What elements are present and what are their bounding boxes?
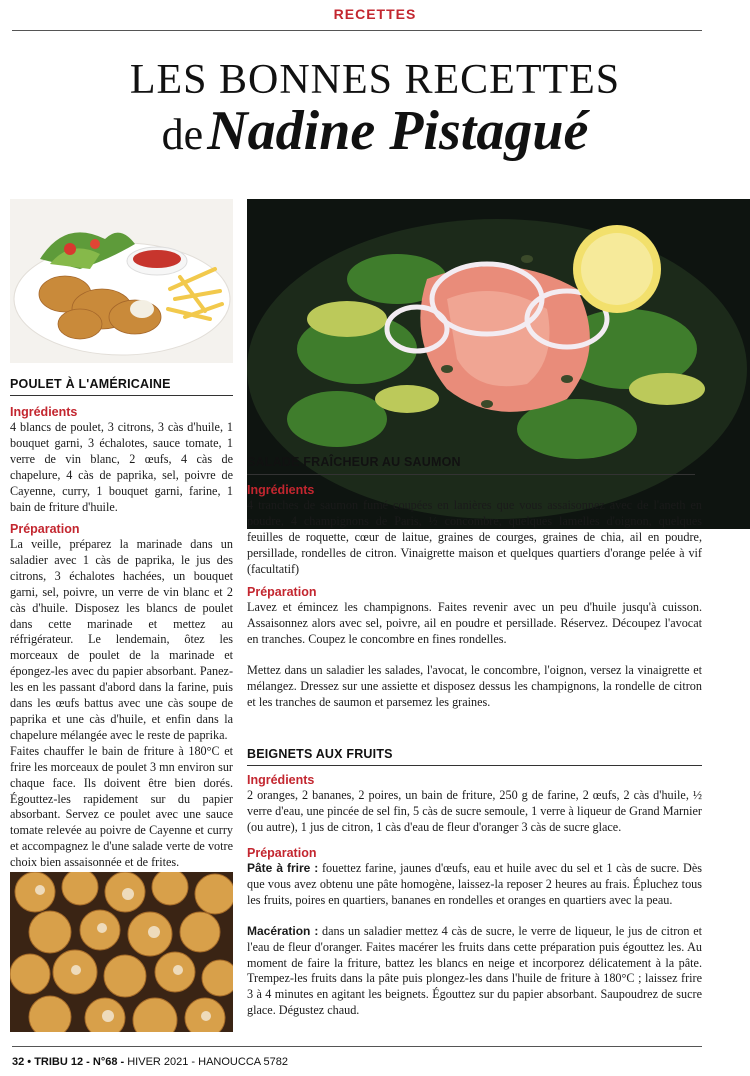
page-title-de: de <box>161 110 204 159</box>
recipe2-preparation <box>247 600 702 710</box>
recipe2-ingredients-label: Ingrédients <box>247 483 315 497</box>
page-footer <box>12 1056 288 1068</box>
recipe2-divider <box>247 474 695 475</box>
recipe3-ingredients: 2 oranges, 2 bananes, 2 poires, un bain de friture, 250 g de farine, 2 œufs, 2 càs d'huile, ½ verre d'eau, une pincée de sel fin, 5 càs de sucre semoule, 1 verre à liqueur de Grand Marnier (ou autre), 1 jus de citron, 1 càs d'eau de fleur d'oranger 3 càs de sucre glace. <box>247 788 702 834</box>
recipe3-maceration-text: dans un saladier mettez 4 càs de sucre, le verre de liqueur, le jus de citron et l'eau de fleur d'oranger. Faites macérer les fruits dans cette préparation puis égouttez les. Au moment de faire la friture, battez les blancs en neige et incorporez délicatement à la pâte. Trempez-les fruits dans la pâte puis plongez-les dans l'huile de friture à 180°C ; laissez frire 3 à 4 minutes en agitant les beignets. Égouttez sur du papier absorbant. Saupoudrez de sucre glace. Dégustez chaud. <box>247 923 702 1018</box>
recipe2-preparation-p1: Lavez et émincez les champignons. Faites revenir avec un peu d'huile jusqu'à cuisson. Assaisonnez alors avec sel, poivre, ail en poudre et persillade. Réservez. Découpez l'avocat en tranches. Coupez le concombre en fines rondelles. <box>247 600 702 646</box>
recipe3-divider <box>247 765 702 766</box>
chicken-photo <box>10 199 233 363</box>
recipe1-title: POULET À L'AMÉRICAINE <box>10 377 171 391</box>
recipe1-preparation-p1: La veille, préparez la marinade dans un saladier avec 1 càs de paprika, le jus des citrons, 3 échalotes hachées, un bouquet garni, sel, poivre, un verre de vin blanc et 2 càs d'huile. Disposez les blancs de poulet dans cette marinade et mettez au réfrigérateur. Le lendemain, ôtez les morceaux de poulet de la marinade et épongez-les avec du papier absorbant. Panez-les en les passant d'abord dans la farine, puis dans les œufs battus avec une càs soupe de paprika et une càs d'huile, et enfin dans la chapelure mélangée avec le reste de paprika. <box>10 537 233 742</box>
bottom-divider <box>12 1046 702 1047</box>
page-title-author: Nadine Pistagué <box>207 100 589 162</box>
recipe3-ingredients-label: Ingrédients <box>247 773 315 787</box>
footer-page-info: 32 • TRIBU 12 - N°68 - <box>12 1056 125 1068</box>
recipe1-divider <box>10 395 233 396</box>
recipe1-ingredients-label: Ingrédients <box>10 405 78 419</box>
recipe3-maceration-paragraph <box>247 924 702 1019</box>
recipe2-preparation-label: Préparation <box>247 585 317 599</box>
recipe3-preparation <box>247 861 702 1019</box>
recipe1-ingredients: 4 blancs de poulet, 3 citrons, 3 càs d'huile, 1 bouquet garni, 3 échalotes, sauce tomate, 1 verre de vin blanc, 2 œufs, 4 càs de chapelure, 4 càs de paprika, sel, poivre de Cayenne, curry, 1 bouquet garni, farine, 1 bain de friture d'huile. <box>10 420 233 514</box>
recipe3-pate-text: fouettez farine, jaunes d'œufs, eau et huile avec du sel et 1 càs de sucre. Dès que vous avez obtenu une pâte homogène, laissez-la reposer 2 heures au frais. Épluchez tous les fruits, poires en quartiers, bananes en rondelles et oranges en quartiers avec la peau. <box>247 861 702 907</box>
footer-issue-date: HIVER 2021 - HANOUCCA 5782 <box>124 1056 289 1068</box>
recipe3-pate-label: Pâte à frire : <box>247 861 319 875</box>
page-title-line1: LES BONNES RECETTES <box>129 57 621 103</box>
recipe3-maceration-label: Macération : <box>247 923 319 938</box>
recipe3-title: BEIGNETS AUX FRUITS <box>247 747 393 761</box>
section-label: RECETTES <box>333 6 417 22</box>
beignets-photo <box>10 872 233 1032</box>
recipe1-preparation-p2: Faites chauffer le bain de friture à 180°C et frire les morceaux de poulet 3 mn environ sur chaque face. Ils doivent être bien dorés. Égouttez-les rapidement sur du papier absorbant. Servez ce poulet avec une sauce tomate relevée au poivre de Cayenne et curry et accompagnez le d'une salade verte de votre choix bien assaisonnée et de frites. <box>10 743 233 870</box>
page-title-line2 <box>0 102 750 174</box>
salmon-salad-photo <box>247 199 750 529</box>
recipe1-preparation-label: Préparation <box>10 522 80 536</box>
recipe2-preparation-p2: Mettez dans un saladier les salades, l'avocat, le concombre, l'oignon, versez la vinaigrette et mélangez. Dressez sur une assiette et disposez dessus les champignons, la rondelle de citron et les tranches de saumon et parsemez les graines. <box>247 662 702 709</box>
recipe3-preparation-label: Préparation <box>247 846 317 860</box>
recipe2-title: SALADE FRAÎCHEUR AU SAUMON <box>247 455 461 469</box>
recipe3-pate-paragraph <box>247 861 702 909</box>
top-divider <box>12 30 702 31</box>
recipe2-ingredients: 4 tranches de saumon fumé coupées en lanières que vous assaisonnez avec de l'aneth en poudre, 4 champignons de Paris, ½ concombre, quelques lamelles d'oignon, quelques feuilles de roquette, cœur de laitue, graines de courges, graines de chia, ail en poudre, persillade, rondelles de citron. Vinaigrette maison et quelques quartiers d'orange pelée à vif (facultatif) <box>247 498 702 576</box>
recipe1-preparation <box>10 537 233 871</box>
